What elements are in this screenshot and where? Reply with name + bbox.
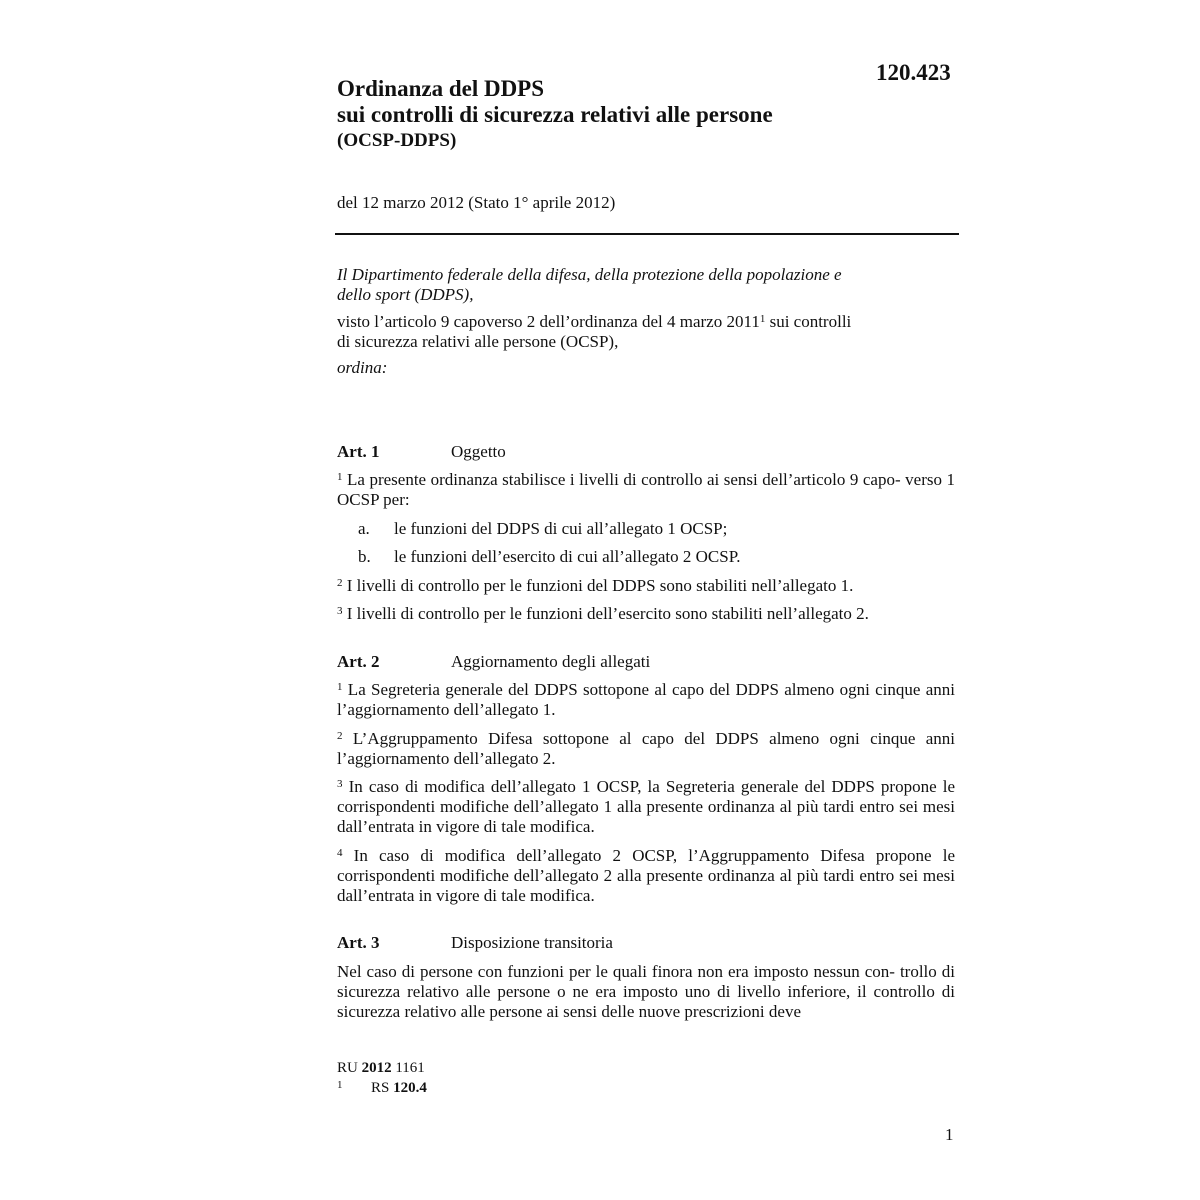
- article-number: Art. 2: [337, 652, 380, 671]
- paragraph-mark: 3: [337, 778, 343, 790]
- item-text: le funzioni dell’esercito di cui all’allegato 2 OCSP.: [394, 547, 741, 566]
- article-3-paragraph-1: [337, 962, 955, 1022]
- paragraph-text: I livelli di controllo per le funzioni dell’esercito sono stabiliti nell’allegato 2.: [342, 604, 869, 623]
- document-title: [337, 76, 773, 128]
- article-2-heading: [337, 652, 650, 672]
- header-divider: [335, 233, 959, 235]
- paragraph-text: La Segreteria generale del DDPS sottopone al capo del DDPS almeno ogni cinque anni l’aggiornamento dell’allegato 1.: [337, 680, 955, 719]
- article-title: Aggiornamento degli allegati: [451, 652, 651, 671]
- paragraph-text: In caso di modifica dell’allegato 2 OCSP, l’Aggruppamento Difesa propone le corrispondenti modifiche dell’allegato 2 alla presente ordinanza al più tardi entro sei mesi dall’entrata in vigore di tale modifica.: [337, 846, 955, 905]
- article-2-paragraph-2: [337, 729, 955, 769]
- paragraph-text: Nel caso di persone con funzioni per le quali finora non era imposto nessun con- trollo di sicurezza relativo alle persone o ne era imposto uno di livello inferiore, il controllo di sicurezza relativo alle persone ai sensi delle nuove prescrizioni deve: [337, 962, 955, 1021]
- article-1-paragraph-1: [337, 470, 955, 510]
- article-2-paragraph-4: [337, 846, 955, 906]
- footnote-1: 1 RS 120.4: [337, 1079, 427, 1096]
- footnote-prefix: RS: [371, 1080, 390, 1096]
- paragraph-mark: 2: [337, 577, 343, 589]
- footnote-ref[interactable]: 1: [759, 313, 766, 325]
- list-item: [358, 547, 741, 567]
- article-title: Disposizione transitoria: [451, 933, 613, 952]
- basis-line-2: di sicurezza relativi alle persone (OCSP),: [337, 332, 619, 351]
- article-title: Oggetto: [451, 442, 506, 461]
- paragraph-mark: 2: [337, 730, 343, 742]
- paragraph-mark: 3: [337, 605, 343, 617]
- authority-line-2: dello sport (DDPS),: [337, 285, 474, 304]
- sr-number: 120.423: [876, 60, 951, 85]
- paragraph-text: La presente ordinanza stabilisce i livelli di controllo ai sensi dell’articolo 9 capo- verso 1 OCSP per:: [337, 470, 955, 509]
- document-abbreviation: (OCSP-DDPS): [337, 130, 457, 151]
- article-1-heading: [337, 442, 506, 462]
- paragraph-text: L’Aggruppamento Difesa sottopone al capo del DDPS almeno ogni cinque anni l’aggiornamento dell’allegato 2.: [337, 729, 955, 768]
- basis-line-1: [337, 312, 851, 332]
- ru-year: 2012: [361, 1060, 392, 1076]
- item-letter: a.: [358, 519, 370, 538]
- list-item: [358, 519, 727, 539]
- ru-reference: [337, 1059, 425, 1078]
- paragraph-text: In caso di modifica dell’allegato 1 OCSP, la Segreteria generale del DDPS propone le corrispondenti modifiche dell’allegato 1 alla presente ordinanza al più tardi entro sei mesi dall’entrata in vigore di tale modifica.: [337, 777, 955, 836]
- article-2-paragraph-3: [337, 777, 955, 837]
- paragraph-text: I livelli di controllo per le funzioni del DDPS sono stabiliti nell’allegato 1.: [342, 576, 854, 595]
- article-number: Art. 1: [337, 442, 380, 461]
- ru-prefix: RU: [337, 1060, 358, 1076]
- page-number: 1: [945, 1125, 954, 1144]
- paragraph-mark: 4: [337, 847, 343, 859]
- document-date: del 12 marzo 2012 (Stato 1° aprile 2012): [337, 193, 616, 212]
- basis-text-a: visto l’articolo 9 capoverso 2 dell’ordinanza del 4 marzo 2011: [337, 312, 760, 331]
- paragraph-mark: 1: [337, 471, 343, 483]
- footnote-ref-number[interactable]: 120.4: [393, 1080, 427, 1096]
- article-2-paragraph-1: [337, 680, 955, 720]
- preamble-ordina: ordina:: [337, 358, 388, 377]
- title-line-2: sui controlli di sicurezza relativi alle persone: [337, 102, 773, 127]
- preamble-basis: [337, 312, 851, 352]
- item-letter: b.: [358, 547, 371, 566]
- title-line-1: Ordinanza del DDPS: [337, 76, 545, 101]
- article-number: Art. 3: [337, 933, 380, 952]
- article-1-paragraph-3: [337, 604, 869, 624]
- paragraph-mark: 1: [337, 681, 343, 693]
- ru-page: 1161: [395, 1060, 425, 1076]
- authority-line-1: Il Dipartimento federale della difesa, della protezione della popolazione e: [337, 265, 842, 284]
- preamble-authority: [337, 265, 842, 305]
- basis-text-b: sui controlli: [765, 312, 852, 331]
- article-1-paragraph-2: [337, 576, 853, 596]
- article-3-heading: [337, 933, 613, 953]
- item-text: le funzioni del DDPS di cui all’allegato 1 OCSP;: [394, 519, 728, 538]
